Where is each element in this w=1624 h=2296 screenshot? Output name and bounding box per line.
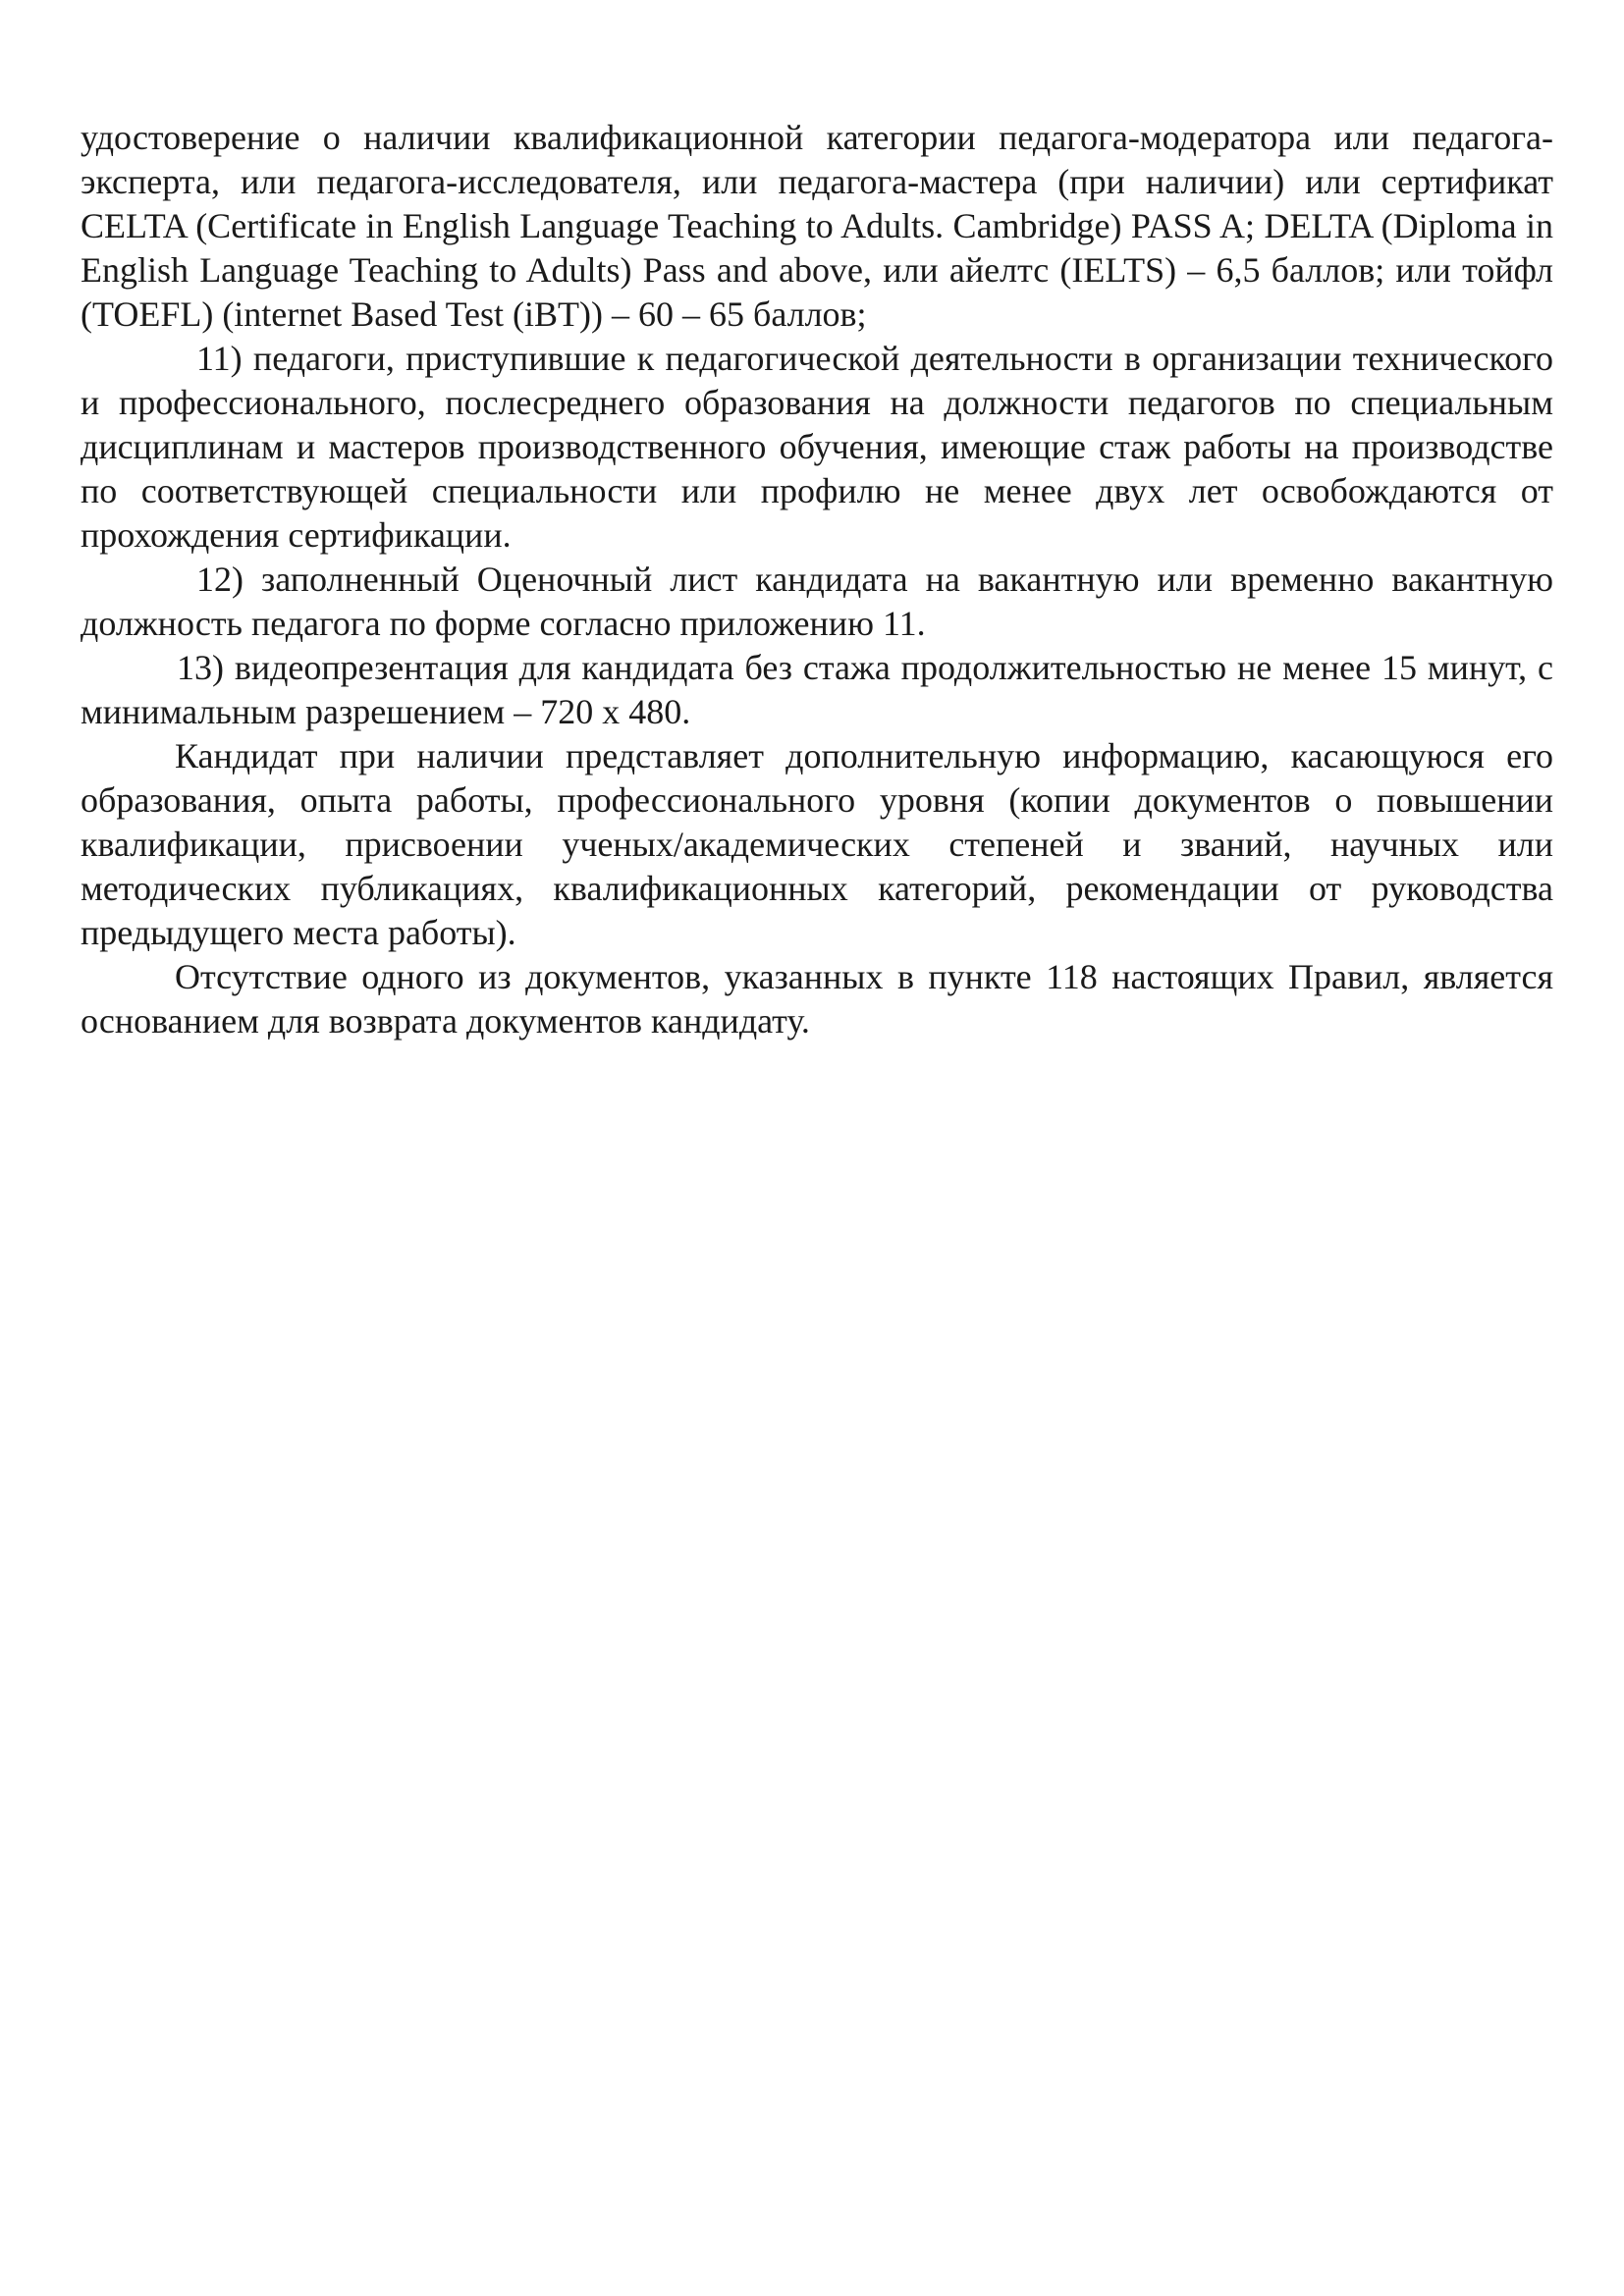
paragraph-item-12: 12) заполненный Оценочный лист кандидата на вакантную или временно вакантную должность педагога по форме согласно приложению 11. — [81, 560, 1553, 643]
paragraph-missing-docs: Отсутствие одного из документов, указанных в пункте 118 настоящих Правил, является основанием для возврата документов кандидату. — [81, 957, 1553, 1041]
paragraph-additional-info: Кандидат при наличии представляет дополнительную информацию, касающуюся его образования, опыта работы, профессионального уровня (копии документов о повышении квалификации, присвоении ученых/академических степеней и званий, научных или методических публикациях, квалификационных категорий, рекомендации от руководства предыдущего места работы). — [81, 736, 1553, 952]
paragraph-item-11: 11) педагоги, приступившие к педагогической деятельности в организации технического и профессионального, послесреднего образования на должности педагогов по специальным дисциплинам и мастеров производственного обучения, имеющие стаж работы на производстве по соответствующей специальности или профилю не менее двух лет освобождаются от прохождения сертификации. — [81, 339, 1553, 555]
document-body — [81, 116, 1553, 1043]
paragraph-item-13: 13) видеопрезентация для кандидата без стажа продолжительностью не менее 15 минут, с минимальным разрешением – 720 x 480. — [81, 648, 1553, 731]
paragraph-intro-continuation: удостоверение о наличии квалификационной категории педагога-модератора или педагога-эксперта, или педагога-исследователя, или педагога-мастера (при наличии) или сертификат CELTA (Certificate in English Language Teaching to Adults. Cambridge) PASS A; DELTA (Diploma in English Language Teaching to Adults) Pass and above, или айелтс (IELTS) – 6,5 баллов; или тойфл (TOEFL) (internet Based Test (iBT)) – 60 – 65 баллов; — [81, 118, 1553, 334]
